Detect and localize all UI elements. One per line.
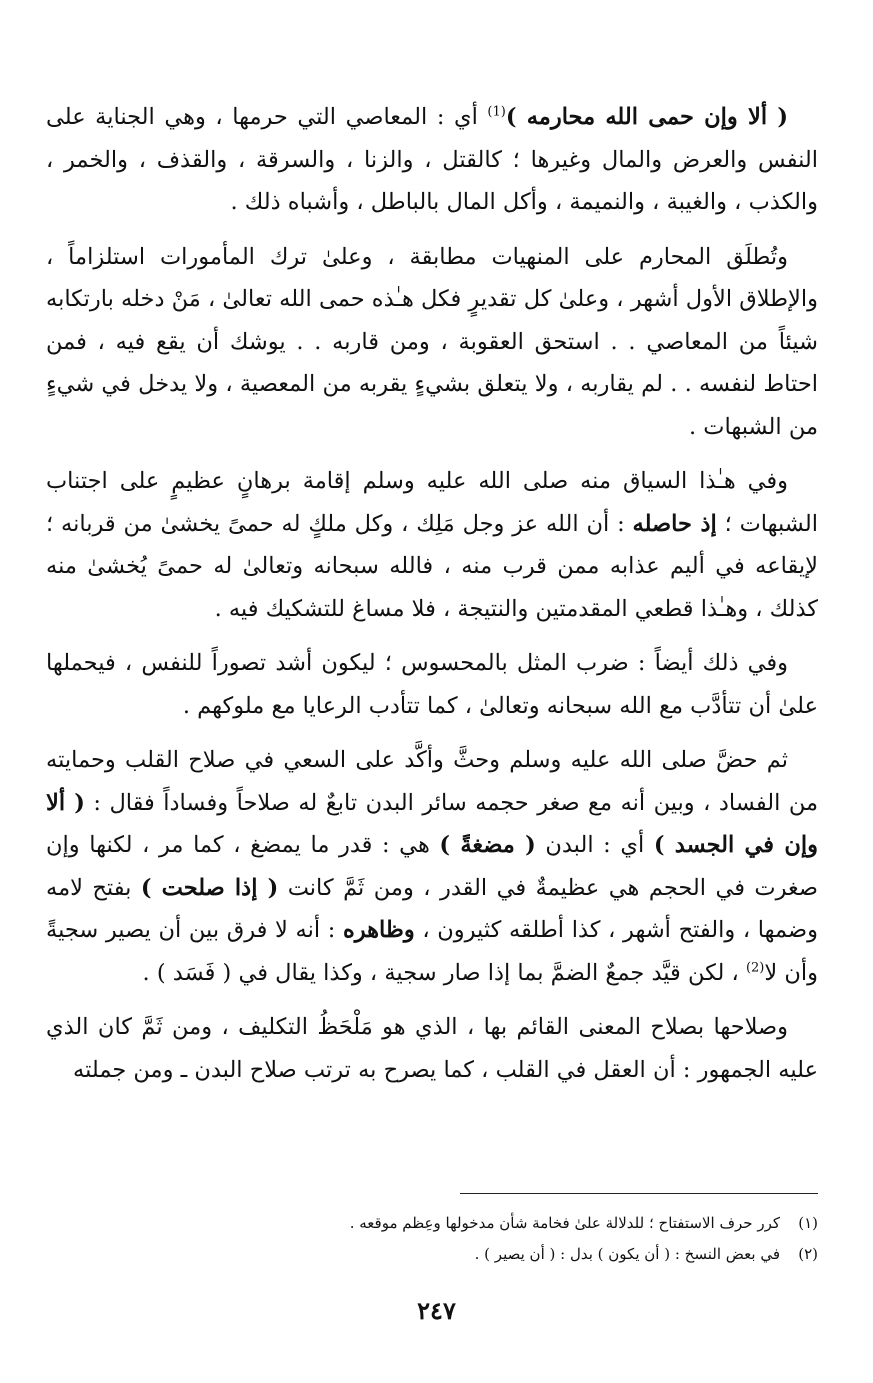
paragraph	[46, 236, 818, 449]
paragraph	[46, 739, 818, 994]
text-run: : أن الله عز وجل مَلِك ، وكل ملكٍ له حمىً يخشىٰ من قربانه ؛ لإيقاعه في أليم عذابه ممن قرب منه ، فالله سبحانه وتعالىٰ له حمىً يُخشىٰ منه كذلك ، وهـٰذا قطعي المقدمتين والنتيجة ، فلا مساغ للتشكيك فيه .	[46, 510, 818, 622]
page-number: ٢٤٧	[417, 1296, 456, 1325]
bold-text: وظاهره	[342, 917, 415, 943]
footnote-ref: (2)	[745, 960, 765, 975]
bold-text: ( مضغةً )	[439, 832, 536, 858]
paragraph	[46, 1006, 818, 1091]
footnote	[46, 1239, 818, 1270]
footnote-text: كرر حرف الاستفتاح ؛ للدلالة علىٰ فخامة شأن مدخولها وعِظم موقعه .	[349, 1214, 780, 1232]
text-run: أي : البدن	[535, 832, 654, 858]
text-run: وفي ذلك أيضاً : ضرب المثل بالمحسوس ؛ ليكون أشد تصوراً للنفس ، فيحملها علىٰ أن تتأدَّب مع الله سبحانه وتعالىٰ ، كما تتأدب الرعايا مع ملوكهم .	[46, 650, 818, 719]
bold-text: إذ حاصله	[632, 510, 717, 537]
footnotes	[46, 1208, 818, 1270]
paragraph	[46, 642, 818, 727]
text-run: وتُطلَق المحارم على المنهيات مطابقة ، وعلىٰ ترك المأمورات استلزاماً ، والإطلاق الأول أشهر ، وعلىٰ كل تقديرٍ فكل هـٰذه حمى الله تعالىٰ ، مَنْ دخله بارتكابه شيئاً من المعاصي . . استحق العقوبة ، ومن قاربه . . يوشك أن يقع فيه ، فمن احتاط لنفسه . . لم يقاربه ، ولا يتعلق بشيءٍ يقربه من المعصية ، ولا يدخل في شيءٍ من الشبهات .	[46, 243, 818, 440]
paragraph	[46, 96, 818, 224]
footnote	[46, 1208, 818, 1239]
text-run: أي : المعاصي التي حرمها ، وهي الجناية على النفس والعرض والمال وغيرها ؛ كالقتل ، والزنا ، والسرقة ، والقذف ، والخمر ، والكذب ، والغيبة ، والنميمة ، وأكل المال بالباطل ، وأشباه ذلك .	[46, 104, 818, 215]
main-text	[46, 96, 818, 1103]
footnote-separator	[460, 1193, 818, 1194]
paragraph	[46, 460, 818, 630]
text-run: ، لكن قيَّد جمعٌ الضمَّ بما إذا صار سجية ، وكذا يقال في ( فَسَد ) .	[142, 959, 746, 986]
text-run: ثم حضَّ صلى الله عليه وسلم وحثَّ وأكَّد على السعي في صلاح القلب وحمايته من الفساد ، وبين أنه مع صغر حجمه سائر البدن تابعٌ له صلاحاً وفساداً فقال :	[46, 747, 819, 816]
text-run: بفتح لامه وضمها ، والفتح أشهر ، كذا أطلقه كثيرون ،	[46, 874, 818, 943]
text-run: وفي هـٰذا السياق منه صلى الله عليه وسلم إقامة برهانٍ عظيمٍ على اجتناب الشبهات ؛	[46, 468, 818, 537]
bold-text: ( إذا صلحت )	[140, 874, 279, 901]
footnote-text: في بعض النسخ : ( أن يكون ) بدل : ( أن يصير ) .	[474, 1245, 780, 1263]
footnote-number: (١)	[798, 1214, 818, 1232]
text-run: وصلاحها بصلاح المعنى القائم بها ، الذي هو مَلْحَظُ التكليف ، ومن ثَمَّ كان الذي عليه الجمهور : أن العقل في القلب ، كما يصرح به ترتب صلاح البدن ـ ومن جملته	[46, 1014, 818, 1083]
footnote-ref: (1)	[487, 104, 506, 120]
footnote-number: (٢)	[798, 1245, 818, 1263]
text-run: : أنه لا فرق بين أن يصير سجيةً وأن لا	[46, 917, 818, 986]
bold-text: ( ألا وإن حمى الله محارمه )	[505, 104, 788, 130]
bold-text: ( ألا وإن في الجسد )	[46, 789, 818, 858]
text-run: هي : قدر ما يمضغ ، كما مر ، لكنها وإن صغرت في الحجم هي عظيمةٌ في القدر ، ومن ثَمَّ كانت	[46, 832, 818, 901]
